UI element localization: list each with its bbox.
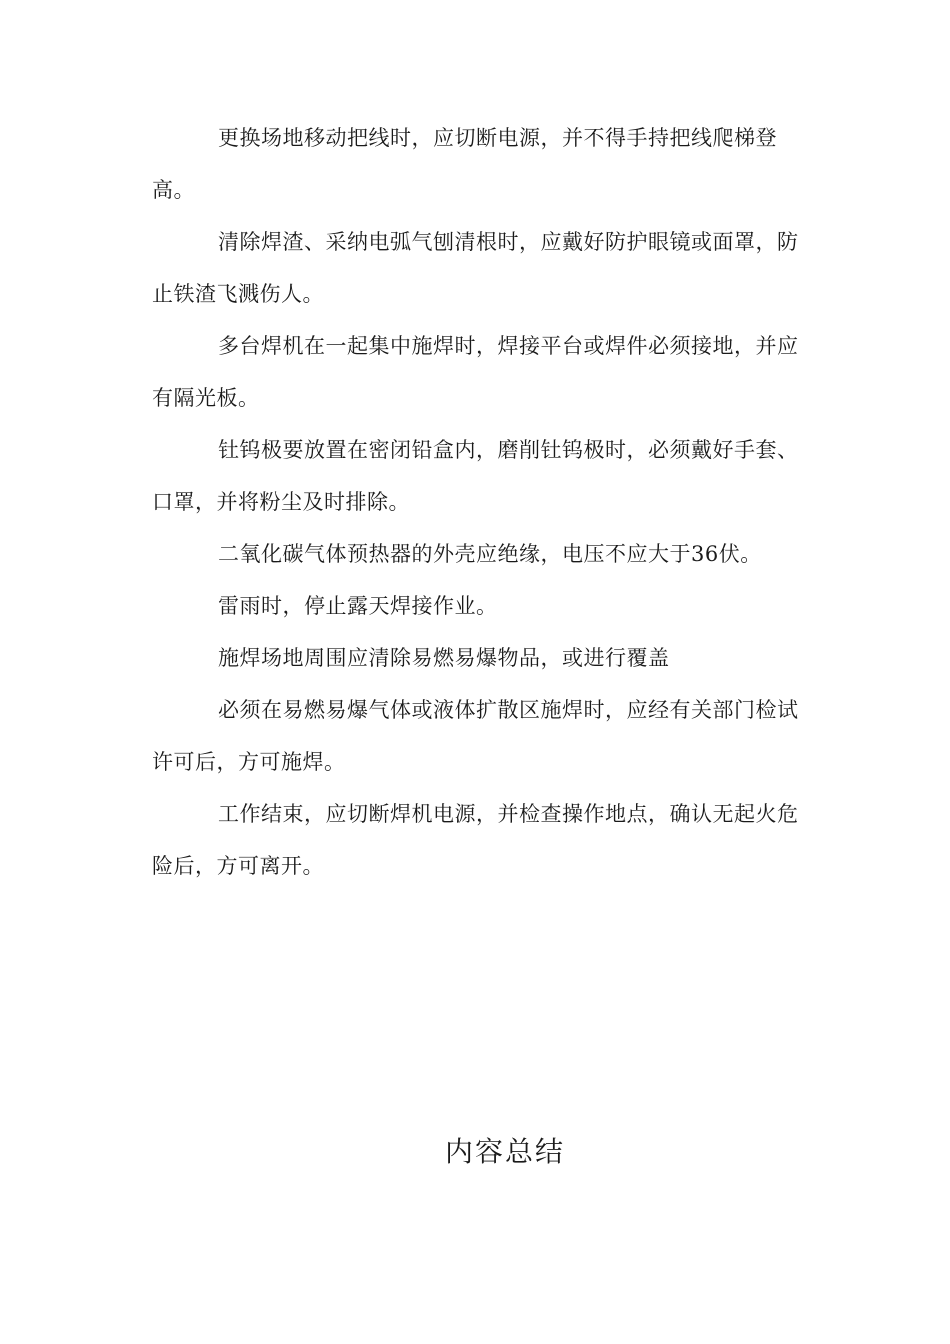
paragraph: 必须在易燃易爆气体或液体扩散区施焊时，应经有关部门检试许可后，方可施焊。 [152,698,799,774]
paragraph: 工作结束，应切断焊机电源，并检查操作地点，确认无起火危险后，方可离开。 [152,802,799,878]
summary-heading: 内容总结 [444,1135,565,1168]
paragraph: 多台焊机在一起集中施焊时，焊接平台或焊件必须接地，并应有隔光板。 [152,334,799,410]
paragraph: 二氧化碳气体预热器的外壳应绝缘，电压不应大于36伏。 [218,542,762,566]
paragraph: 施焊场地周围应清除易燃易爆物品，或进行覆盖 [218,646,670,670]
document-body [152,112,802,892]
paragraph: 雷雨时，停止露天焊接作业。 [218,594,498,618]
paragraph: 清除焊渣、采纳电弧气刨清根时，应戴好防护眼镜或面罩，防止铁渣飞溅伤人。 [152,230,799,306]
paragraph: 更换场地移动把线时，应切断电源，并不得手持把线爬梯登高。 [152,126,777,202]
paragraph: 钍钨极要放置在密闭铅盒内，磨削钍钨极时，必须戴好手套、口罩，并将粉尘及时排除。 [152,438,799,514]
